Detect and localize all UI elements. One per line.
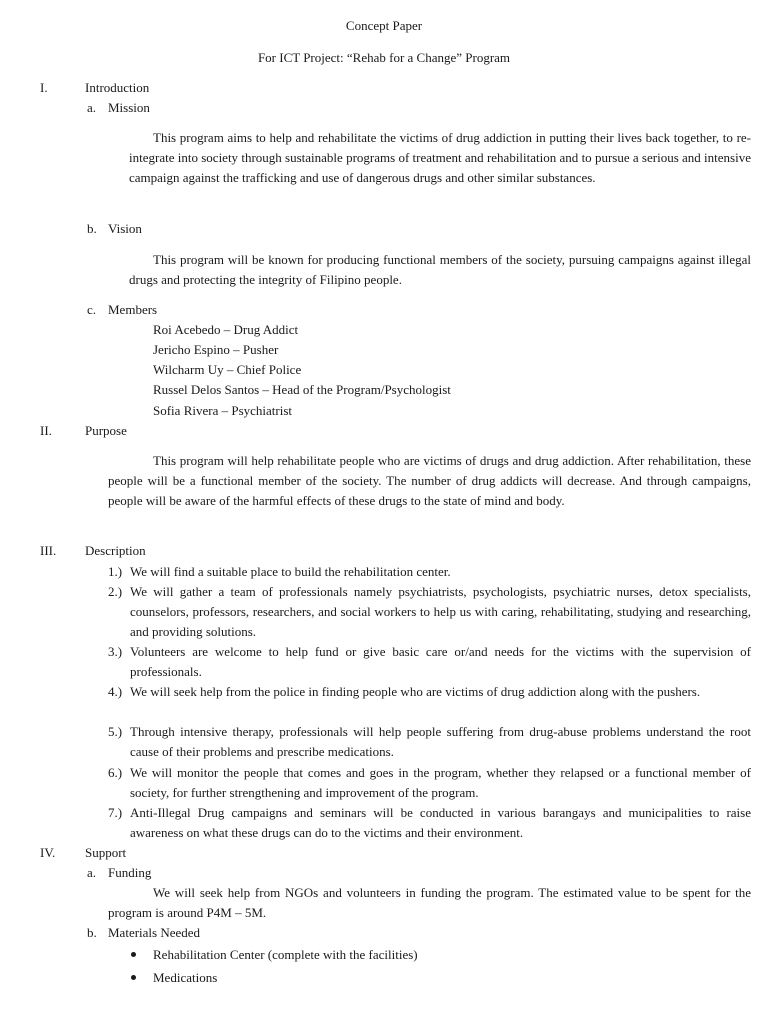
bullet-icon <box>131 952 136 957</box>
section-heading-purpose: Purpose <box>85 423 127 438</box>
subsection-letter-members: c. <box>87 302 97 317</box>
subsection-letter-mission: a. <box>87 100 97 115</box>
subsection-heading-vision: Vision <box>108 221 142 236</box>
description-item-text: We will gather a team of professionals namely psychiatrists, psychologists, psychiatric nurses, detox specialists, counselors, professors, researchers, and social workers to help us with caring, rehabilitating, studying and researching, and providing solutions. <box>130 584 751 639</box>
member-item: Sofia Rivera – Psychiatrist <box>153 403 293 418</box>
mission-paragraph: This program aims to help and rehabilitate the victims of drug addiction in putting their lives back together, to re-integrate into society through sustainable programs of treatment and rehabilitation and to pursue a serious and intensive campaign against the trafficking and use of dangerous drugs and other similar substances. <box>129 130 751 185</box>
member-item: Jericho Espino – Pusher <box>153 342 279 357</box>
description-item-number: 5.) <box>108 724 123 739</box>
description-item-number: 4.) <box>108 684 123 699</box>
description-item-number: 6.) <box>108 765 123 780</box>
subsection-letter-materials: b. <box>87 925 97 940</box>
funding-paragraph: We will seek help from NGOs and volunteers in funding the program. The estimated value to be spent for the program is around P4M – 5M. <box>108 885 751 920</box>
description-item-text: Anti-Illegal Drug campaigns and seminars will be conducted in various barangays and municipalities to raise awareness on what these drugs can do to the victims and their environment. <box>130 805 751 840</box>
description-item-number: 7.) <box>108 805 123 820</box>
section-numeral-description: III. <box>40 543 57 558</box>
section-heading-introduction: Introduction <box>85 80 150 95</box>
document-subtitle: For ICT Project: “Rehab for a Change” Program <box>257 50 511 65</box>
description-item-text: We will monitor the people that comes and goes in the program, whether they relapsed or a functional member of society, for further strengthening and improvement of the program. <box>130 765 751 800</box>
document-title: Concept Paper <box>345 18 423 33</box>
member-item: Russel Delos Santos – Head of the Program/Psychologist <box>153 382 451 397</box>
description-item-number: 3.) <box>108 644 123 659</box>
description-item-text: We will find a suitable place to build the rehabilitation center. <box>130 564 451 579</box>
subsection-heading-members: Members <box>108 302 158 317</box>
subsection-letter-funding: a. <box>87 865 97 880</box>
description-item-number: 1.) <box>108 564 123 579</box>
section-numeral-introduction: I. <box>40 80 48 95</box>
vision-paragraph: This program will be known for producing functional members of the society, pursuing campaigns against illegal drugs and protecting the integrity of Filipino people. <box>129 252 751 287</box>
section-numeral-support: IV. <box>40 845 56 860</box>
subsection-heading-mission: Mission <box>108 100 150 115</box>
subsection-heading-funding: Funding <box>108 865 152 880</box>
subsection-letter-vision: b. <box>87 221 97 236</box>
section-heading-description: Description <box>85 543 146 558</box>
description-item-number: 2.) <box>108 584 123 599</box>
section-heading-support: Support <box>85 845 127 860</box>
bullet-icon <box>131 975 136 980</box>
subsection-heading-materials: Materials Needed <box>108 925 201 940</box>
section-numeral-purpose: II. <box>40 423 52 438</box>
materials-item: Medications <box>153 970 218 985</box>
description-item-text: We will seek help from the police in finding people who are victims of drug addiction along with the pushers. <box>130 684 701 699</box>
description-item-text: Through intensive therapy, professionals will help people suffering from drug-abuse problems understand the root cause of their problems and prescribe medications. <box>130 724 751 759</box>
description-item-text: Volunteers are welcome to help fund or give basic care or/and needs for the victims with the supervision of professionals. <box>130 644 751 679</box>
materials-item: Rehabilitation Center (complete with the facilities) <box>153 947 418 962</box>
member-item: Wilcharm Uy – Chief Police <box>153 362 302 377</box>
member-item: Roi Acebedo – Drug Addict <box>153 322 299 337</box>
purpose-paragraph: This program will help rehabilitate people who are victims of drugs and drug addiction. After rehabilitation, these people will be a functional member of the society. The number of drug addicts will decrease. And through campaigns, people will be aware of the harmful effects of these drugs to the state of mind and body. <box>108 453 751 508</box>
